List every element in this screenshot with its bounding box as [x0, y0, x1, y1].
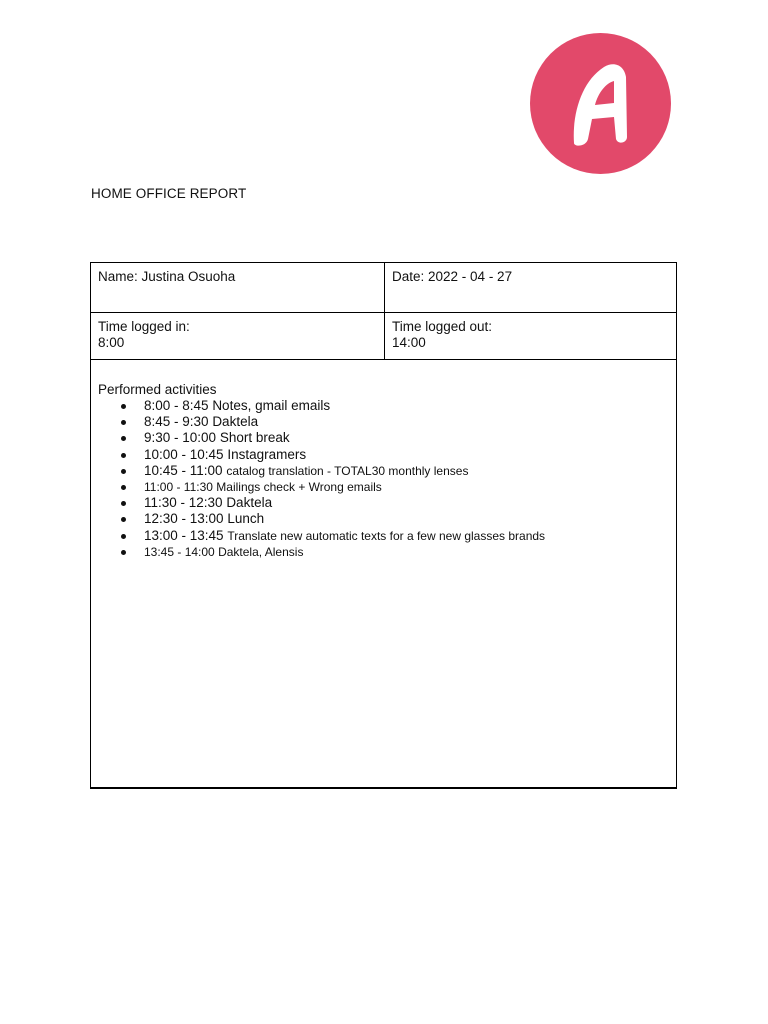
bullet-icon	[121, 485, 126, 490]
list-item	[98, 511, 676, 527]
bullet-icon	[121, 404, 126, 409]
activity-time: 13:45 - 14:00	[144, 544, 219, 559]
activity-time: 13:00 - 13:45	[144, 527, 228, 543]
table-row-name-date	[91, 263, 676, 313]
bullet-icon	[121, 550, 126, 555]
bullet-icon	[121, 534, 126, 539]
bullet-icon	[121, 436, 126, 441]
activity-task: Daktela	[212, 414, 259, 430]
time-logged-out-label: Time logged out:	[392, 319, 493, 334]
activity-time: 10:45 - 11:00	[144, 462, 227, 478]
activity-task: Lunch	[227, 511, 265, 527]
bullet-icon	[121, 453, 126, 458]
list-item	[98, 495, 676, 511]
list-item	[98, 479, 676, 495]
report-date: Date: 2022 - 04 - 27	[392, 269, 513, 284]
activities-cell	[91, 360, 676, 787]
list-item	[98, 414, 676, 430]
activity-time: 8:00 - 8:45	[144, 398, 213, 413]
activity-time: 11:30 - 12:30	[144, 495, 227, 511]
name-cell	[91, 263, 385, 312]
bullet-icon	[121, 517, 126, 522]
table-row-activities	[91, 360, 676, 787]
time-logged-in-label: Time logged in:	[98, 319, 190, 334]
activity-task: Mailings check + Wrong emails	[216, 480, 382, 495]
date-cell	[385, 263, 676, 312]
report-title: HOME OFFICE REPORT	[91, 186, 247, 201]
list-item	[98, 528, 676, 544]
time-logged-in-cell	[91, 313, 385, 359]
bullet-icon	[121, 469, 126, 474]
employee-name: Name: Justina Osuoha	[98, 269, 236, 284]
activity-task: Short break	[219, 430, 290, 446]
activity-time: 8:45 - 9:30	[144, 414, 213, 430]
report-table	[90, 262, 677, 789]
activity-task: Translate new automatic texts for a few new glasses brands	[227, 528, 546, 543]
list-item	[98, 430, 676, 446]
bullet-icon	[121, 420, 126, 425]
time-logged-out-cell	[385, 313, 676, 359]
activity-time: 9:30 - 10:00	[144, 430, 220, 446]
activity-time: 11:00 - 11:30	[144, 480, 217, 495]
list-item	[98, 398, 676, 414]
activity-time: 12:30 - 13:00	[144, 511, 228, 527]
activity-task: Daktela	[226, 495, 273, 511]
activity-task: Daktela, Alensis	[218, 544, 304, 559]
time-logged-in-value: 8:00	[98, 335, 125, 350]
list-item	[98, 544, 676, 560]
list-item	[98, 463, 676, 479]
table-row-time-logged	[91, 313, 676, 360]
activity-time: 10:00 - 10:45	[144, 446, 228, 462]
activities-list	[98, 398, 676, 560]
letter-a-logo-icon	[530, 33, 671, 174]
activity-task: catalog translation - TOTAL30 monthly lenses	[226, 463, 469, 478]
activity-task: Notes, gmail emails	[212, 398, 331, 413]
time-logged-out-value: 14:00	[392, 335, 426, 350]
list-item	[98, 447, 676, 463]
activity-task: Instagramers	[227, 446, 307, 462]
company-logo	[530, 33, 671, 174]
bullet-icon	[121, 501, 126, 506]
activities-heading: Performed activities	[98, 382, 217, 397]
